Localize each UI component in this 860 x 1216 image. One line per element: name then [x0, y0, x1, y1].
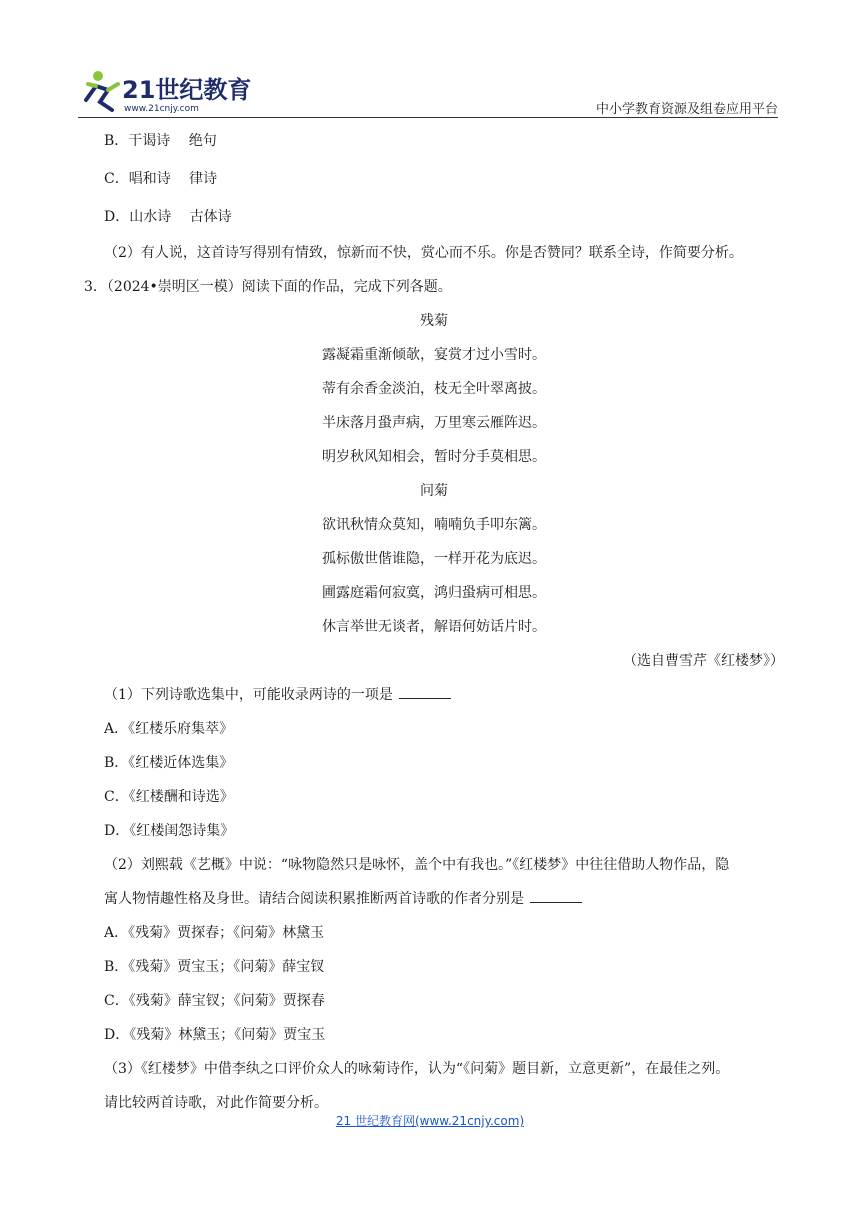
logo-21cnjy: [78, 66, 258, 116]
poem-title-wenju: 问菊: [420, 483, 448, 499]
header-divider: [78, 117, 778, 118]
poem-line: 蒂有余香金淡泊，枝无全叶翠离披。: [322, 381, 546, 397]
option-d-q3-2: D．《残菊》林黛玉；《问菊》贾宝玉: [104, 1027, 326, 1043]
question-3-3-line1: （3）《红楼梦》中借李纨之口评价众人的咏菊诗作，认为“《问菊》题目新，立意更新”，在最佳之列。: [104, 1061, 730, 1077]
answer-blank: [530, 890, 582, 903]
poem-line: 半床落月蛩声病，万里寒云雁阵迟。: [322, 415, 546, 431]
logo-sub-text: www.21cnjy.com: [124, 104, 199, 114]
question-3-2-text: 寓人物情趣性格及身世。请结合阅读积累推断两首诗歌的作者分别是: [104, 891, 524, 907]
poem-line: 圃露庭霜何寂寞，鸿归蛩病可相思。: [322, 585, 546, 601]
answer-blank: [399, 686, 451, 699]
option-c-q3-2: C．《残菊》薛宝钗；《问菊》贾探春: [104, 993, 325, 1009]
option-d-q2-1: D．山水诗 古体诗: [104, 209, 232, 225]
question-3-3-line2: 请比较两首诗歌，对此作简要分析。: [104, 1095, 328, 1111]
page-footer: [0, 1112, 860, 1129]
option-b-q3-2: B．《残菊》贾宝玉；《问菊》薛宝钗: [104, 959, 325, 975]
option-a-q3-1: A．《红楼乐府集萃》: [104, 721, 234, 737]
option-b-q2-1: B．干谒诗 绝句: [104, 133, 217, 149]
logo-main-text: 21世纪教育: [122, 76, 252, 104]
option-b-q3-1: B．《红楼近体选集》: [104, 755, 234, 771]
poem-line: 休言举世无谈者，解语何妨话片时。: [322, 619, 546, 635]
poem-title-canju: 残菊: [420, 313, 448, 329]
option-a-q3-2: A．《残菊》贾探春；《问菊》林黛玉: [104, 925, 325, 941]
question-3-1: [104, 684, 451, 704]
option-c-q2-1: C．唱和诗 律诗: [104, 171, 218, 187]
page-header: [78, 66, 778, 118]
poem-line: 露凝霜重渐倾欹，宴赏才过小雪时。: [322, 347, 546, 363]
question-3-1-text: （1）下列诗歌选集中，可能收录两诗的一项是: [104, 687, 393, 703]
platform-name: 中小学教育资源及组卷应用平台: [595, 102, 778, 117]
footer-link[interactable]: 21 世纪教育网(www.21cnjy.com): [335, 1114, 525, 1128]
question-3-heading: 3．（2024•崇明区一模）阅读下面的作品，完成下列各题。: [84, 279, 452, 295]
question-2-2: （2）有人说，这首诗写得别有情致，惊新而不快，赏心而不乐。你是否赞同？联系全诗，作简要分析。: [104, 245, 743, 261]
question-3-2-line2: [104, 888, 582, 908]
poem-line: 欲讯秋情众莫知，喃喃负手叩东篱。: [322, 517, 546, 533]
question-3-2-line1: （2）刘熙载《艺概》中说：“咏物隐然只是咏怀，盖个中有我也。”《红楼梦》中往往借助人物作品，隐: [104, 857, 730, 873]
poem-line: 孤标傲世偕谁隐，一样开花为底迟。: [322, 551, 546, 567]
option-c-q3-1: C．《红楼酬和诗选》: [104, 789, 234, 805]
poem-source: （选自曹雪芹《红楼梦》）: [623, 653, 784, 669]
poem-line: 明岁秋风知相会，暂时分手莫相思。: [322, 449, 546, 465]
option-d-q3-1: D．《红楼闺怨诗集》: [104, 823, 235, 839]
